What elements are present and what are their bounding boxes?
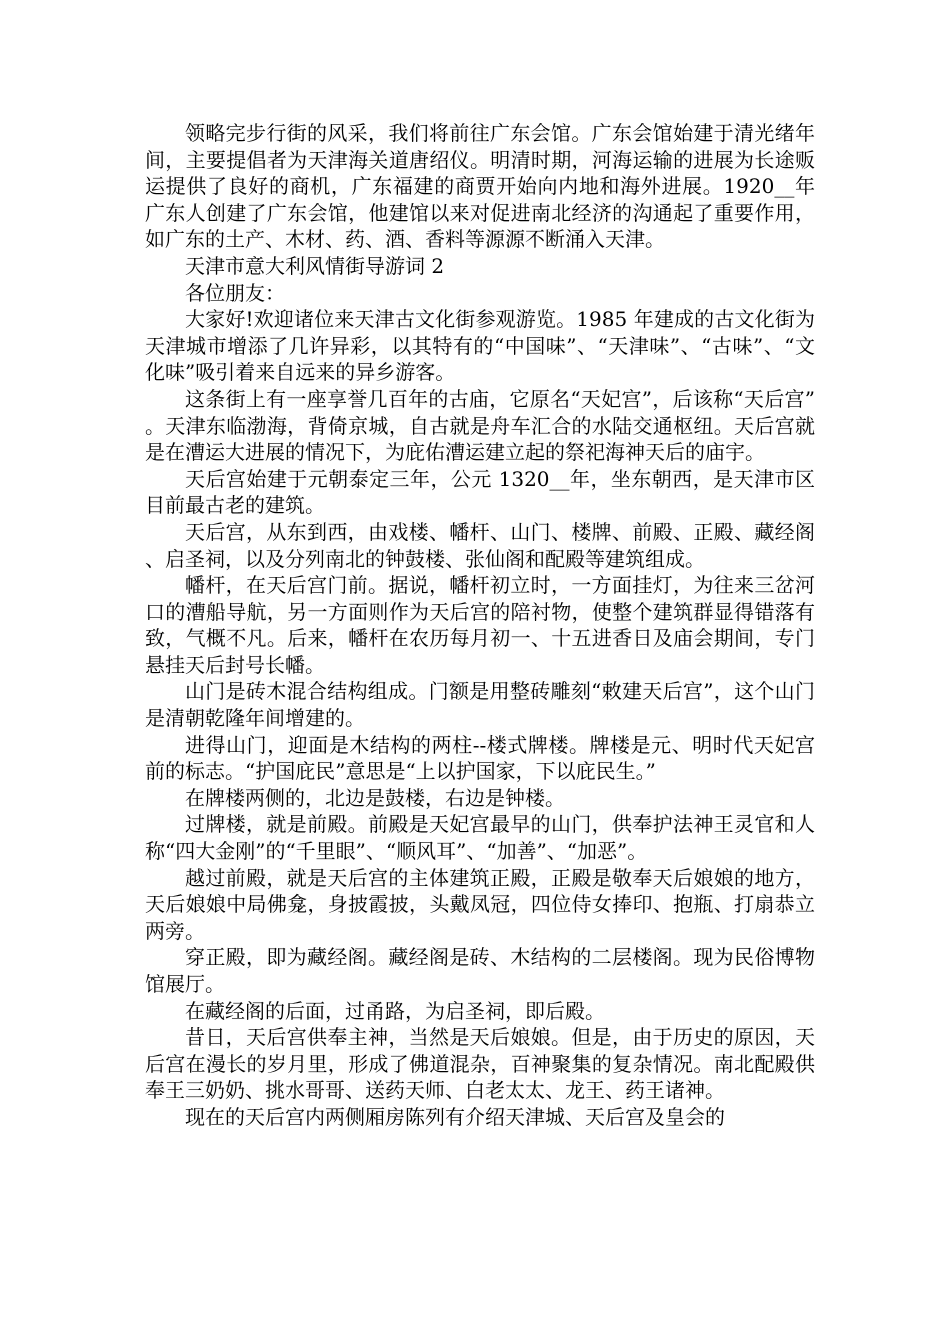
paragraph-bell-drum-towers: 在牌楼两侧的，北边是鼓楼，右边是钟楼。 — [185, 785, 565, 810]
paragraph-exhibits: 现在的天后宫内两侧厢房陈列有介绍天津城、天后宫及皇会的 — [185, 1104, 725, 1129]
paragraph-mountain-gate: 山门是砖木混合结构组成。门额是用整砖雕刻“敕建天后宫”，这个山门是清朝乾隆年间增建的。 — [145, 679, 815, 731]
paragraph-guild-hall: 领略完步行街的风采，我们将前往广东会馆。广东会馆始建于清光绪年间，主要提倡者为天津海关道唐绍仪。明清时期，河海运输的进展为长途贩运提供了良好的商机，广东福建的商贾开始向内地和海外进展。1920__年广东人创建了广东会馆，他建馆以来对促进南北经济的沟通起了重要作用，如广东的土产、木材、药、酒、香料等源源不断涌入天津。 — [145, 121, 815, 252]
paragraph-flagpole: 幡杆，在天后宫门前。据说，幡杆初立时，一方面挂灯，为往来三岔河口的漕船导航，另一方面则作为天后宫的陪衬物，使整个建筑群显得错落有致，气概不凡。后来，幡杆在农历每月初一、十五进香日及庙会期间，专门悬挂天后封号长幡。 — [145, 573, 815, 677]
paragraph-temple-layout: 天后宫，从东到西，由戏楼、幡杆、山门、楼牌、前殿、正殿、藏经阁、启圣祠，以及分列南北的钟鼓楼、张仙阁和配殿等建筑组成。 — [145, 519, 815, 571]
section-title: 天津市意大利风情街导游词 2 — [185, 253, 445, 278]
paragraph-main-hall: 越过前殿，就是天后宫的主体建筑正殿，正殿是敬奉天后娘娘的地方，天后娘娘中局佛龛，身披霞披，头戴凤冠，四位侍女捧印、抱瓶、打扇恭立两旁。 — [145, 865, 815, 943]
paragraph-temple-origin: 这条街上有一座享誉几百年的古庙，它原名“天妃宫”，后该称“天后宫”。天津东临渤海，背倚京城，自古就是舟车汇合的水陆交通枢纽。天后宫就是在漕运大进展的情况下，为庇佑漕运建立起的祭祀海神天后的庙宇。 — [145, 386, 815, 465]
paragraph-scripture-pavilion: 穿正殿，即为藏经阁。藏经阁是砖、木结构的二层楼阁。现为民俗博物馆展厅。 — [145, 945, 815, 996]
paragraph-deities: 昔日，天后宫供奉主神，当然是天后娘娘。但是，由于历史的原因，天后宫在漫长的岁月里，形成了佛道混杂，百神聚集的复杂情况。南北配殿供奉王三奶奶、挑水哥哥、送药天师、白老太太、龙王、药王诸神。 — [145, 1025, 815, 1103]
paragraph-rear-hall: 在藏经阁的后面，过甬路，为启圣祠，即后殿。 — [185, 998, 605, 1023]
paragraph-front-hall: 过牌楼，就是前殿。前殿是天妃宫最早的山门，供奉护法神王灵官和人称“四大金刚”的“千里眼”、“顺风耳”、“加善”、“加恶”。 — [145, 812, 815, 864]
paragraph-welcome: 大家好!欢迎诸位来天津古文化街参观游览。1985 年建成的古文化街为天津城市增添了几许异彩，以其特有的“中国味”、“天津味”、“古味”、“文化味”吸引着来自远来的异乡游客。 — [145, 307, 815, 385]
greeting: 各位朋友： — [185, 280, 285, 305]
paragraph-temple-founding: 天后宫始建于元朝泰定三年，公元 1320__年，坐东朝西，是天津市区目前最古老的建筑。 — [145, 466, 815, 518]
document-page — [145, 120, 815, 1131]
paragraph-archway: 进得山门，迎面是木结构的两柱--楼式牌楼。牌楼是元、明时代天妃宫前的标志。“护国庇民”意思是“上以护国家，下以庇民生。” — [145, 732, 815, 784]
